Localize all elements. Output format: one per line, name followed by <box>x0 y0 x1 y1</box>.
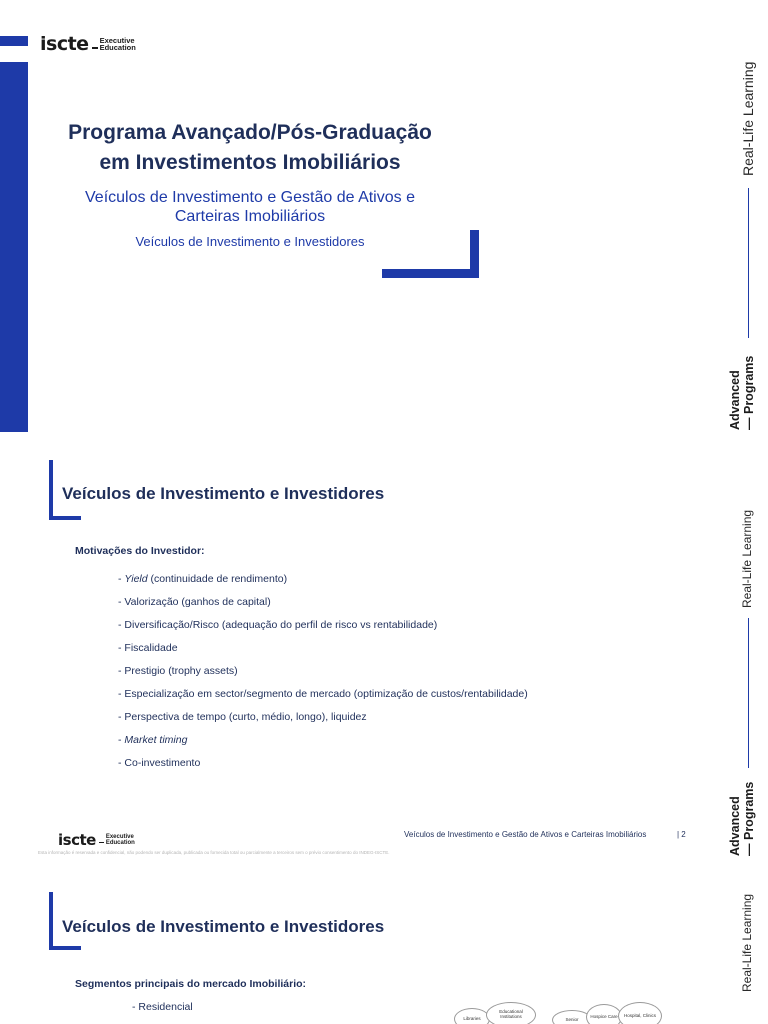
list-item: - Perspectiva de tempo (curto, médio, longo), liquidez <box>118 711 367 723</box>
diagram-bubble: Educational Institutions <box>486 1002 536 1024</box>
list-item: - Yield (continuidade de rendimento) <box>118 573 288 585</box>
brand-vertical: Advanced — Programs <box>728 781 756 856</box>
tagline-vertical: Real-Life Learning <box>740 509 754 608</box>
title-bracket-horizontal <box>49 516 81 520</box>
list-item: - Diversificação/Risco (adequação do perfil de risco vs rentabilidade) <box>118 619 438 631</box>
list-item: - Fiscalidade <box>118 642 178 654</box>
band-divider <box>748 188 749 338</box>
section-heading: Segmentos principais do mercado Imobiliário: <box>75 978 307 990</box>
diagram-bubble: Senior <box>552 1010 592 1024</box>
motivations-list <box>118 572 528 779</box>
module-subtitle: Veículos de Investimento e Investidores <box>135 234 365 249</box>
diagram-bubble: Hospital, Clinics <box>618 1002 662 1024</box>
accent-bar-top <box>0 36 28 46</box>
diagram-bubble: Libraries <box>454 1008 490 1024</box>
page-number: | 2 <box>677 830 686 839</box>
band-divider <box>748 618 749 768</box>
list-item: - Residencial <box>132 1001 193 1013</box>
slide-title: Veículos de Investimento e Investidores <box>62 484 385 503</box>
content-slide-motivations <box>0 432 768 864</box>
list-item: - Valorização (ganhos de capital) <box>118 596 271 608</box>
title-bracket-vertical <box>49 460 53 520</box>
content-slide-segments <box>0 864 768 1024</box>
list-item: - Co-investimento <box>118 757 201 769</box>
program-title: Programa Avançado/Pós-Graduação em Investimentos Imobiliários <box>68 121 432 174</box>
course-subtitle: Veículos de Investimento e Gestão de Ativos e Carteiras Imobiliários <box>85 189 415 225</box>
iscte-logo-footer: iscte Executive Education <box>58 831 135 849</box>
tagline-vertical: Real-Life Learning <box>740 893 754 992</box>
tagline-vertical: Real-Life Learning <box>740 61 756 176</box>
brand-vertical: Advanced — Programs <box>728 355 756 430</box>
list-item: - Prestigio (trophy assets) <box>118 665 238 677</box>
diagram-bubble: Hospice Care <box>586 1004 622 1024</box>
corner-accent-horizontal <box>382 269 479 278</box>
slide-title: Veículos de Investimento e Investidores <box>62 917 385 936</box>
footer-course-title: Veículos de Investimento e Gestão de Ativos e Carteiras Imobiliários <box>404 830 647 839</box>
confidentiality-disclaimer: Esta informação é reservada e confidencial, não podendo ser duplicada, publicada ou fornecida total ou parcialmente a terceiros sem o prévio consentimento do INDEG-ISCTE. <box>38 850 390 855</box>
segments-list <box>132 1000 193 1023</box>
title-bracket-horizontal <box>49 946 81 950</box>
list-item: - Especialização em sector/segmento de mercado (optimização de custos/rentabilidade) <box>118 688 528 700</box>
title-slide <box>0 0 768 432</box>
list-item: - Market timing <box>118 734 188 746</box>
section-heading: Motivações do Investidor: <box>75 545 205 557</box>
iscte-logo: iscte Executive Education <box>40 33 136 55</box>
title-bracket-vertical <box>49 892 53 950</box>
